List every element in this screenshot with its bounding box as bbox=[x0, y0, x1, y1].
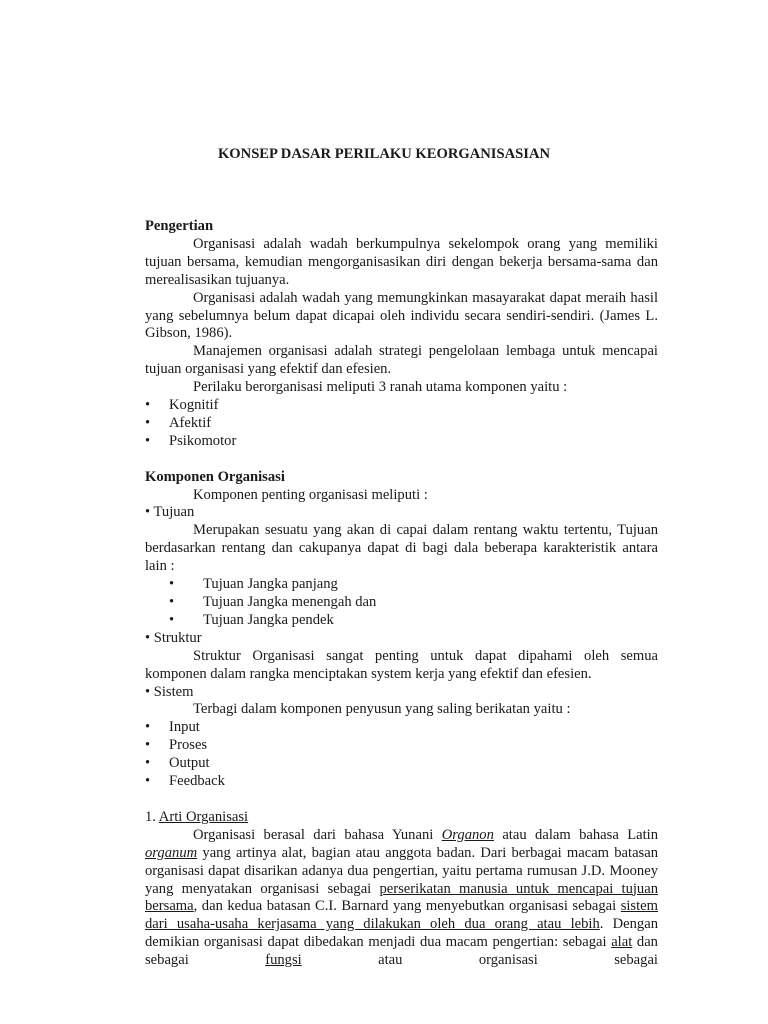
list-item: • Kognitif bbox=[145, 397, 658, 415]
subsection-label-tujuan: • Tujuan bbox=[145, 504, 195, 521]
underlined-phrase: sistem dari usaha-usaha kerjasama yang dilakukan oleh dua orang atau lebih bbox=[145, 898, 658, 933]
paragraph: Organisasi adalah wadah yang memungkinkan masayarakat dapat meraih hasil yang sebelumnya belum dapat dicapai oleh individu secara sendiri-sendiri. (James L. Gibson, 1986). bbox=[145, 289, 658, 342]
paragraph: Perilaku berorganisasi meliputi 3 ranah utama komponen yaitu : bbox=[193, 379, 568, 396]
underlined-word: fungsi bbox=[265, 952, 302, 969]
paragraph-arti bbox=[145, 827, 658, 970]
section-title: Arti Organisasi bbox=[158, 808, 249, 825]
section-heading-arti bbox=[145, 809, 658, 827]
paragraph: Komponen penting organisasi meliputi : bbox=[193, 486, 428, 503]
section-heading-pengertian: Pengertian bbox=[145, 218, 214, 234]
paragraph: Manajemen organisasi adalah strategi pengelolaan lembaga untuk mencapai tujuan organisasi yang efektif dan efesien. bbox=[145, 343, 658, 378]
list-item: • Tujuan Jangka pendek bbox=[145, 612, 658, 630]
text-run: Organisasi berasal dari bahasa Yunani bbox=[193, 826, 434, 843]
ranah-list bbox=[145, 397, 658, 451]
section-number: 1. bbox=[145, 808, 156, 825]
underlined-phrase: perserikatan manusia untuk mencapai tujuan bersama bbox=[145, 880, 658, 915]
list-item: • Tujuan Jangka panjang bbox=[145, 576, 658, 594]
text-run: , dan kedua batasan C.I. Barnard yang menyebutkan organisasi sebagai bbox=[193, 898, 617, 915]
document-body bbox=[145, 218, 658, 970]
paragraph: Merupakan sesuatu yang akan di capai dalam rentang waktu tertentu, Tujuan berdasarkan rentang dan cakupanya dapat di bagi dala beberapa karakteristik antara lain : bbox=[145, 522, 658, 575]
sistem-list bbox=[145, 719, 658, 791]
list-item: • Tujuan Jangka menengah dan bbox=[145, 594, 658, 612]
subsection-label-sistem: • Sistem bbox=[145, 683, 194, 700]
list-item: • Afektif bbox=[145, 415, 658, 433]
text-run: . Dengan demikian organisasi dapat dibedakan menjadi dua macam pengertian: sebagai bbox=[145, 916, 658, 951]
text-run: atau organisasi sebagai bbox=[378, 952, 658, 969]
paragraph: Struktur Organisasi sangat penting untuk dapat dipahami oleh semua komponen dalam rangka menciptakan system kerja yang efektif dan efesien. bbox=[145, 647, 658, 682]
list-item: • Output bbox=[145, 755, 658, 773]
term-organum: organum bbox=[145, 844, 198, 861]
subsection-label-struktur: • Struktur bbox=[145, 629, 202, 646]
tujuan-list bbox=[145, 576, 658, 630]
list-item: • Psikomotor bbox=[145, 433, 658, 451]
term-organon: Organon bbox=[441, 826, 494, 843]
text-run: dan sebagai bbox=[145, 934, 658, 969]
list-item: • Feedback bbox=[145, 773, 658, 791]
text-run: atau dalam bahasa Latin bbox=[502, 826, 659, 843]
list-item: • Input bbox=[145, 719, 658, 737]
underlined-word: alat bbox=[611, 934, 633, 951]
section-heading-komponen: Komponen Organisasi bbox=[145, 468, 285, 485]
paragraph: Terbagi dalam komponen penyusun yang saling berikatan yaitu : bbox=[193, 701, 571, 718]
document-title: KONSEP DASAR PERILAKU KEORGANISASIAN bbox=[217, 146, 551, 162]
paragraph: Organisasi adalah wadah berkumpulnya sekelompok orang yang memiliki tujuan bersama, kemudian mengorganisasikan diri dengan bekerja bersama-sama dan merealisasikan tujuanya. bbox=[145, 235, 658, 288]
list-item: • Proses bbox=[145, 737, 658, 755]
text-run: yang artinya alat, bagian atau anggota badan. Dari berbagai macam batasan organisasi dapat disarikan adanya dua pengertian, yaitu pertama rumusan J.D. Mooney yang menyatakan organisasi sebagai bbox=[145, 844, 659, 897]
